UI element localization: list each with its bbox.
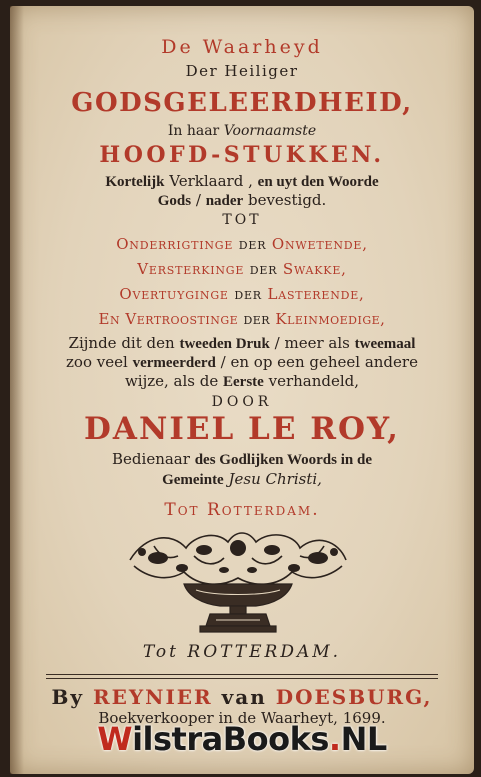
author-name-text: DANIEL LE ROY, xyxy=(84,411,400,447)
watermark-w: W xyxy=(97,720,133,758)
title-line-1 xyxy=(10,38,474,57)
edition-line-2-b: vermeerderd xyxy=(132,355,216,371)
title-line-tot-text: TOT xyxy=(222,212,262,228)
flower-vase-ornament xyxy=(124,526,352,638)
purpose-line-4-a: En Vertroostinge xyxy=(98,310,239,328)
purpose-line-2 xyxy=(10,262,474,277)
edition-line-2-c: / en op een geheel andere xyxy=(220,353,418,371)
edition-line-3-b: Eerste xyxy=(223,374,264,390)
author-role-line-1 xyxy=(10,452,474,468)
purpose-line-3-c: Lasterende, xyxy=(267,285,365,303)
title-line-4-italic: Voornaamste xyxy=(223,123,317,139)
publisher-address-text: Boekverkooper in de Waarheyt, 1699. xyxy=(98,709,386,727)
edition-line-1 xyxy=(10,336,474,352)
author-location-text: Tot Rotterdam. xyxy=(164,500,320,520)
purpose-line-2-a: Versterkinge xyxy=(137,260,245,278)
edition-line-1-a: Zijnde dit den xyxy=(68,334,175,352)
title-line-7-a: Gods xyxy=(157,193,192,209)
subtitle-text: HOOFD-STUKKEN. xyxy=(99,142,385,168)
imprint-place xyxy=(10,644,474,661)
purpose-line-3-b: der xyxy=(234,285,262,303)
door-text: DOOR xyxy=(211,394,273,410)
title-line-7-b: / xyxy=(195,191,201,209)
title-page xyxy=(10,6,474,774)
purpose-line-4-b: der xyxy=(243,310,271,328)
title-line-7-c: nader xyxy=(205,193,244,209)
watermark xyxy=(10,720,474,758)
divider-rule-bottom xyxy=(46,678,438,679)
edition-line-3-c: verhandeld, xyxy=(268,372,360,390)
edition-line-1-d: tweemaal xyxy=(354,336,416,352)
watermark-nl: NL xyxy=(340,720,387,758)
purpose-line-1-a: Onderrigtinge xyxy=(116,235,234,253)
subtitle-hoofd-stukken xyxy=(10,144,474,166)
purpose-line-2-b: der xyxy=(249,260,278,278)
author-role-1-b: des Godlijken Woords in de xyxy=(194,452,372,468)
title-line-6-b: Verklaard , xyxy=(169,172,253,190)
title-line-1-text: De Waarheyd xyxy=(161,36,323,58)
imprint-place-b: ROTTERDAM. xyxy=(187,642,342,662)
author-role-1-a: Bedienaar xyxy=(112,450,190,468)
author-role-line-2 xyxy=(10,472,474,488)
edition-line-1-c: / meer als xyxy=(274,334,350,352)
edition-line-2-a: zoo veel xyxy=(66,353,128,371)
watermark-middle: ilstraBooks xyxy=(132,720,329,758)
author-location xyxy=(10,502,474,519)
watermark-dot: . xyxy=(328,720,341,758)
author-role-2-a: Gemeinte xyxy=(162,472,224,488)
purpose-line-2-c: Swakke, xyxy=(282,260,347,278)
edition-line-3-a: wijze, als de xyxy=(124,372,219,390)
edition-line-1-b: tweeden Druk xyxy=(179,336,270,352)
title-line-4 xyxy=(10,124,474,138)
publisher-first-name: REYNIER xyxy=(93,685,213,709)
main-title-text: GODSGELEERDHEID, xyxy=(71,88,413,118)
purpose-line-1-c: Onwetende, xyxy=(271,235,368,253)
purpose-line-3 xyxy=(10,287,474,302)
purpose-line-3-a: Overtuyginge xyxy=(119,285,229,303)
title-line-6-c: en uyt den Woorde xyxy=(257,174,379,190)
edition-line-2 xyxy=(10,355,474,371)
edition-line-3 xyxy=(10,374,474,390)
imprint-place-a: Tot xyxy=(142,642,179,662)
divider-rule-top xyxy=(46,674,438,675)
title-line-6-a: Kortelijk xyxy=(105,174,165,190)
publisher-last-name: DOESBURG, xyxy=(275,685,433,709)
author-name xyxy=(10,411,474,447)
purpose-line-4-c: Kleinmoedige, xyxy=(275,310,386,328)
title-line-2-text: Der Heiliger xyxy=(185,62,299,80)
author-role-2-b: Jesu Christi, xyxy=(228,470,322,488)
purpose-line-1 xyxy=(10,237,474,252)
title-line-6 xyxy=(10,174,474,190)
purpose-line-4 xyxy=(10,312,474,327)
title-line-7-d: bevestigd. xyxy=(247,191,327,209)
publisher-line xyxy=(10,687,474,707)
main-title xyxy=(10,90,474,116)
publisher-by: By xyxy=(51,685,85,709)
title-line-7 xyxy=(10,193,474,209)
title-line-4-plain: In haar xyxy=(167,123,220,139)
title-line-tot xyxy=(10,213,474,227)
door-line xyxy=(10,395,474,409)
publisher-van: van xyxy=(221,685,267,709)
title-line-2 xyxy=(10,64,474,79)
purpose-line-1-b: der xyxy=(238,235,267,253)
